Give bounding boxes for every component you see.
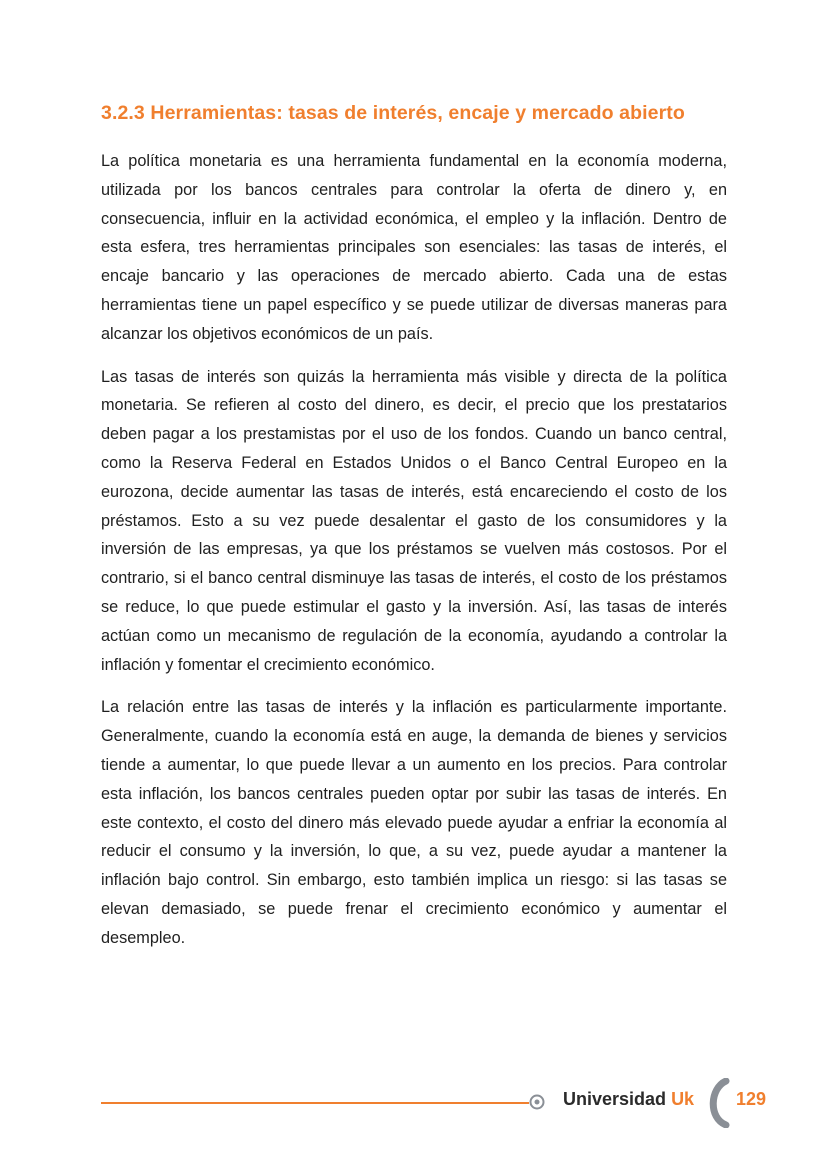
- footer-brand-logo: [563, 1089, 694, 1110]
- brand-accent: Uk: [671, 1089, 695, 1109]
- body-text: [101, 147, 727, 967]
- page-bracket-icon: [704, 1078, 730, 1128]
- footer-rule: [101, 1102, 529, 1104]
- paragraph: La política monetaria es una herramienta fundamental en la economía moderna, utilizada por los bancos centrales para controlar la oferta de dinero y, en consecuencia, influir en la actividad económica, el empleo y la inflación. Dentro de esta esfera, tres herramientas principales son esenciales: las tasas de interés, el encaje bancario y las operaciones de mercado abierto. Cada una de estas herramientas tiene un papel específico y se puede utilizar de diversas maneras para alcanzar los objetivos económicos de un país.: [101, 152, 727, 343]
- section-title: 3.2.3 Herramientas: tasas de interés, encaje y mercado abierto: [101, 102, 685, 124]
- brand-name: Universidad: [563, 1089, 667, 1109]
- paragraph: La relación entre las tasas de interés y la inflación es particularmente importante. Generalmente, cuando la economía está en auge, la demanda de bienes y servicios tiende a aumentar, lo que puede llevar a un aumento en los precios. Para controlar esta inflación, los bancos centrales pueden optar por subir las tasas de interés. En este contexto, el costo del dinero más elevado puede ayudar a enfriar la economía al reducir el consumo y la inversión, lo que, a su vez, puede ayudar a mantener la inflación bajo control. Sin embargo, esto también implica un riesgo: si las tasas se elevan demasiado, se puede frenar el crecimiento económico y aumentar el desempleo.: [101, 698, 727, 947]
- footer-ring-icon: [529, 1094, 545, 1110]
- paragraph: Las tasas de interés son quizás la herramienta más visible y directa de la política monetaria. Se refieren al costo del dinero, es decir, el precio que los prestatarios deben pagar a los prestamistas por el uso de los fondos. Cuando un banco central, como la Reserva Federal en Estados Unidos o el Banco Central Europeo en la eurozona, decide aumentar las tasas de interés, está encareciendo el costo de los préstamos. Esto a su vez puede desalentar el gasto de los consumidores y la inversión de las empresas, ya que los préstamos se vuelven más costosos. Por el contrario, si el banco central disminuye las tasas de interés, el costo de los préstamos se reduce, lo que puede estimular el gasto y la inversión. Así, las tasas de interés actúan como un mecanismo de regulación de la economía, ayudando a controlar la inflación y fomentar el crecimiento económico.: [101, 367, 727, 674]
- page-number: 129: [736, 1089, 767, 1109]
